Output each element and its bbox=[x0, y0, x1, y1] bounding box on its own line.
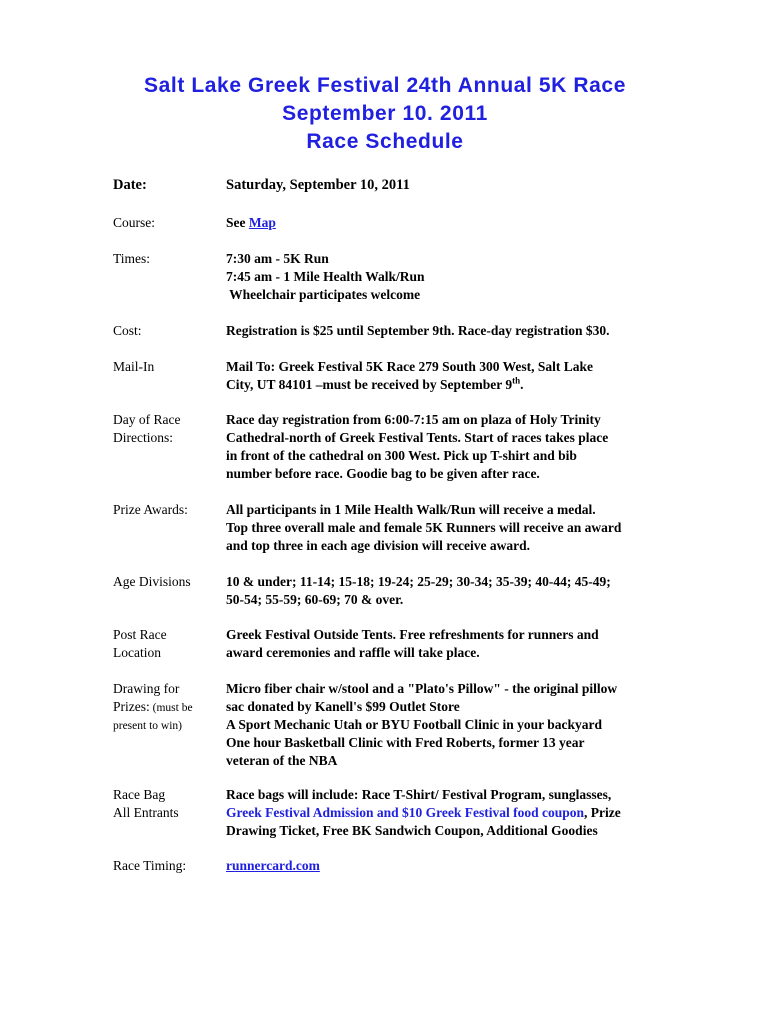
times-line-3: Wheelchair participates welcome bbox=[226, 287, 421, 302]
drawing-label-note: (must be bbox=[149, 702, 193, 714]
age-line-2: 50-54; 55-59; 60-69; 70 & over. bbox=[226, 592, 404, 607]
postrace-line-2: award ceremonies and raffle will take place. bbox=[226, 645, 480, 660]
dayof-line-1: Race day registration from 6:00-7:15 am on plaza of Holy Trinity bbox=[226, 412, 601, 427]
dayof-label bbox=[113, 411, 221, 447]
date-label: Date: bbox=[113, 177, 147, 193]
drawing-label-prizes: Prizes: bbox=[113, 699, 150, 714]
title-line-3: Race Schedule bbox=[306, 130, 464, 153]
title-line-1: Salt Lake Greek Festival 24th Annual 5K Race bbox=[144, 74, 626, 97]
mailin-line-2-end: . bbox=[520, 377, 524, 392]
dayof-label-line-1: Day of Race bbox=[113, 412, 181, 427]
mailin-line-2-text: City, UT 84101 –must be received by September 9 bbox=[226, 377, 513, 392]
cost-value: Registration is $25 until September 9th. Race-day registration $30. bbox=[226, 323, 610, 338]
postrace-label bbox=[113, 626, 221, 662]
mailin-line-2 bbox=[226, 376, 696, 394]
mailin-line-1: Mail To: Greek Festival 5K Race 279 South 300 West, Salt Lake bbox=[226, 359, 594, 374]
postrace-value bbox=[226, 626, 696, 662]
drawing-label-line-2 bbox=[113, 698, 221, 717]
racebag-label-line-2: All Entrants bbox=[113, 805, 179, 820]
racebag-value bbox=[226, 786, 696, 840]
date-value: Saturday, September 10, 2011 bbox=[226, 177, 410, 193]
prizes-line-3: and top three in each age division will receive award. bbox=[226, 538, 530, 553]
age-label: Age Divisions bbox=[113, 574, 191, 589]
drawing-line-2: sac donated by Kanell's $99 Outlet Store bbox=[226, 699, 460, 714]
racebag-line-2 bbox=[226, 804, 696, 822]
prizes-line-2: Top three overall male and female 5K Runners will receive an award bbox=[226, 520, 622, 535]
dayof-value bbox=[226, 411, 696, 483]
age-line-1: 10 & under; 11-14; 15-18; 19-24; 25-29; 30-34; 35-39; 40-44; 45-49; bbox=[226, 574, 611, 589]
runnercard-link[interactable]: runnercard.com bbox=[226, 858, 320, 873]
drawing-line-1: Micro fiber chair w/stool and a "Plato's Pillow" - the original pillow bbox=[226, 681, 618, 696]
racebag-label-line-1: Race Bag bbox=[113, 787, 166, 802]
times-line-2: 7:45 am - 1 Mile Health Walk/Run bbox=[226, 269, 425, 284]
times-value bbox=[226, 250, 696, 304]
racebag-label bbox=[113, 786, 221, 822]
prizes-line-1: All participants in 1 Mile Health Walk/Run will receive a medal. bbox=[226, 502, 596, 517]
postrace-label-line-1: Post Race bbox=[113, 627, 167, 642]
age-value bbox=[226, 573, 696, 609]
document-title bbox=[0, 72, 770, 156]
timing-value bbox=[226, 857, 696, 875]
drawing-line-5: veteran of the NBA bbox=[226, 753, 338, 768]
drawing-label-line-3: present to win) bbox=[113, 720, 182, 732]
postrace-label-line-2: Location bbox=[113, 645, 161, 660]
dayof-line-3: in front of the cathedral on 300 West. Pick up T-shirt and bib bbox=[226, 448, 577, 463]
map-link[interactable]: Map bbox=[248, 215, 276, 230]
mailin-sup: th bbox=[512, 375, 521, 386]
course-label: Course: bbox=[113, 215, 155, 230]
times-label: Times: bbox=[113, 251, 151, 266]
mailin-label: Mail-In bbox=[113, 359, 155, 374]
racebag-line-1: Race bags will include: Race T-Shirt/ Festival Program, sunglasses, bbox=[226, 787, 612, 802]
drawing-line-4: One hour Basketball Clinic with Fred Roberts, former 13 year bbox=[226, 735, 585, 750]
prizes-label: Prize Awards: bbox=[113, 502, 188, 517]
racebag-line-2-end: , Prize bbox=[584, 805, 621, 820]
course-prefix: See bbox=[226, 215, 249, 230]
dayof-label-line-2: Directions: bbox=[113, 430, 173, 445]
course-value bbox=[226, 214, 696, 232]
dayof-line-2: Cathedral-north of Greek Festival Tents. Start of races takes place bbox=[226, 430, 609, 445]
timing-label: Race Timing: bbox=[113, 858, 187, 873]
title-line-2: September 10. 2011 bbox=[282, 102, 488, 125]
drawing-label-line-1: Drawing for bbox=[113, 681, 180, 696]
cost-label: Cost: bbox=[113, 323, 142, 338]
drawing-label bbox=[113, 680, 221, 735]
prizes-value bbox=[226, 501, 696, 555]
postrace-line-1: Greek Festival Outside Tents. Free refreshments for runners and bbox=[226, 627, 599, 642]
mailin-value bbox=[226, 358, 696, 394]
drawing-line-3: A Sport Mechanic Utah or BYU Football Clinic in your backyard bbox=[226, 717, 603, 732]
racebag-admission-text: Greek Festival Admission and $10 Greek Festival food coupon bbox=[226, 805, 585, 820]
dayof-line-4: number before race. Goodie bag to be given after race. bbox=[226, 466, 540, 481]
times-line-1: 7:30 am - 5K Run bbox=[226, 251, 329, 266]
drawing-value bbox=[226, 680, 696, 770]
racebag-line-3: Drawing Ticket, Free BK Sandwich Coupon, Additional Goodies bbox=[226, 823, 598, 838]
